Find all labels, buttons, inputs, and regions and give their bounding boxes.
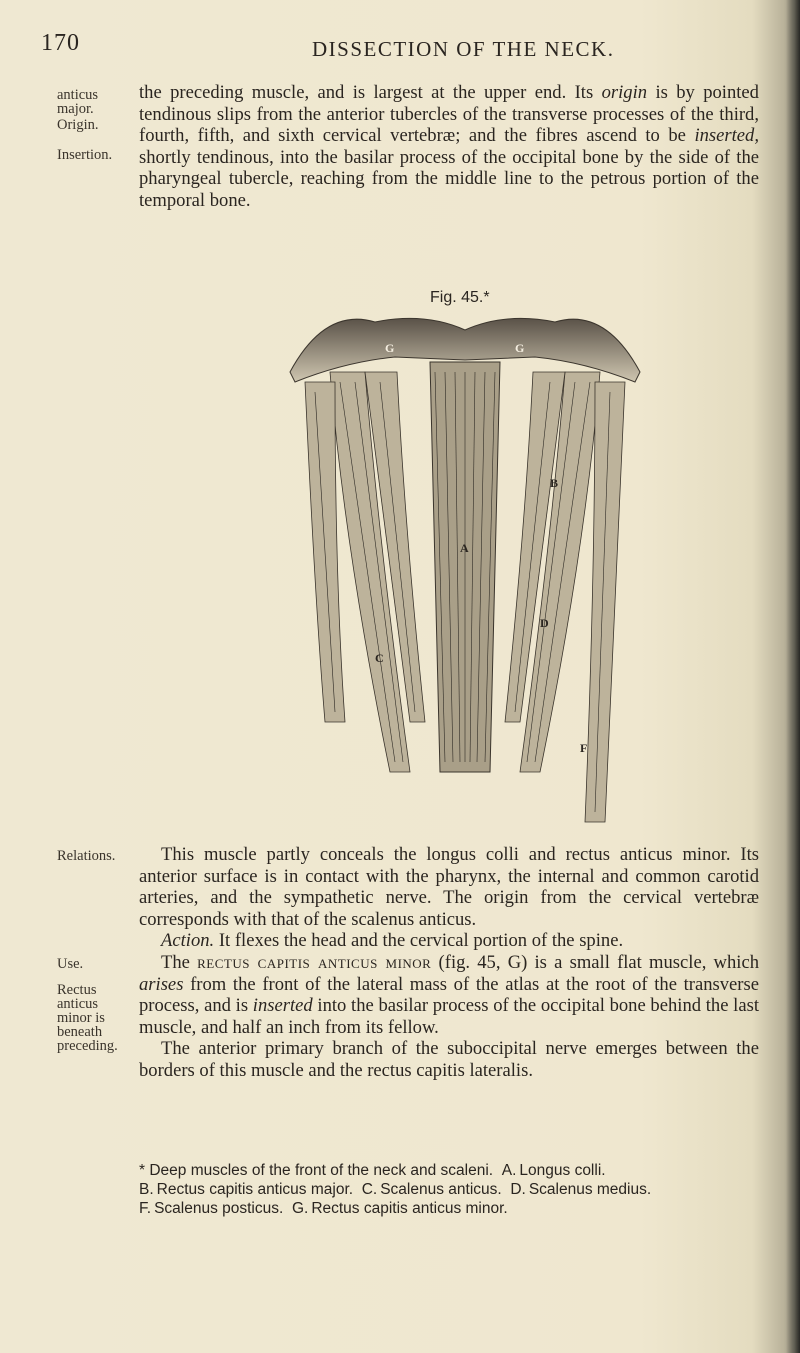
margin-note-origin: Origin.	[57, 117, 99, 133]
label-f: F	[580, 741, 588, 755]
paragraph-nerve: The anterior primary branch of the suboccipital nerve emerges between the borders of this muscle and the rectus capitis lateralis.	[139, 1038, 759, 1081]
main-text	[139, 844, 759, 1082]
figure-caption: Fig. 45.*	[430, 289, 490, 306]
p1-inserted-word: inserted,	[694, 125, 759, 147]
footnote-text: Rectus capitis anticus major.	[156, 1181, 354, 1198]
label-g: G	[385, 341, 395, 355]
p4-text-3: from the front of the lateral mass of the atlas at the root of the transverse process, and is	[139, 973, 759, 1017]
footnote-label: C.	[361, 1181, 378, 1198]
footnote-text: Scalenus posticus.	[154, 1200, 284, 1217]
footnote-label: G.	[291, 1200, 309, 1217]
left-muscle-group	[305, 372, 425, 772]
label-d: D	[540, 616, 549, 630]
footnote-text: Scalenus medius.	[528, 1181, 652, 1198]
p1-text-3: shortly tendinous, into the basilar process of the occipital bone by the side of the pharyngeal tubercle, reaching from the middle line to the petrous portion of the temporal bone.	[139, 146, 759, 211]
footnote-label: F.	[139, 1200, 152, 1217]
footnote-text: Rectus capitis anticus minor.	[311, 1200, 508, 1217]
page-edge-shadow	[786, 0, 800, 1353]
page-number: 170	[41, 30, 80, 56]
footnote-item	[139, 1181, 353, 1198]
footnote-text: Longus colli.	[519, 1162, 606, 1179]
muscle-name: rectus capitis anticus minor	[197, 951, 432, 973]
p4-text-1: The	[161, 951, 198, 973]
figure-footnote	[139, 1161, 764, 1218]
footnote-label: D.	[510, 1181, 526, 1198]
label-c: C	[375, 651, 384, 665]
margin-note-use: Use.	[57, 956, 84, 972]
p4-text-4: into the basilar process of the occipital bone behind the last muscle, and half an inch from its fellow.	[139, 995, 759, 1038]
p1-text-2: is by pointed tendinous slips from the anterior tubercles of the transverse processes of the third, fourth, fifth, and sixth cervical vertebræ; and the fibres ascend to be	[139, 82, 759, 147]
label-g-right: G	[515, 341, 525, 355]
footnote-item	[497, 1162, 605, 1179]
footnote-label: B.	[139, 1181, 154, 1198]
p4-arises-word: arises	[139, 973, 184, 995]
paragraph-continuation	[139, 82, 759, 212]
p1-text-1: the preceding muscle, and is largest at the upper end. Its	[139, 82, 602, 103]
footnote-text: Scalenus anticus.	[380, 1181, 502, 1198]
action-text: It flexes the head and the cervical portion of the spine.	[214, 930, 624, 952]
p1-origin-word: origin	[601, 82, 648, 103]
running-head: DISSECTION OF THE NECK.	[312, 37, 615, 61]
p4-inserted-word: inserted	[252, 995, 313, 1017]
margin-note-rectus-minor: Rectus anticus minor is beneath preceding.	[57, 982, 118, 1054]
label-b: B	[550, 476, 559, 490]
paragraph-action	[139, 930, 759, 952]
margin-note-relations: Relations.	[57, 848, 116, 864]
footnote-item	[139, 1200, 283, 1217]
neck-muscles-illustration	[285, 302, 645, 842]
footnote-intro: * Deep muscles of the front of the neck and scaleni.	[139, 1162, 494, 1179]
footnote-item	[288, 1200, 508, 1217]
paragraph-relations: This muscle partly conceals the longus colli and rectus anticus minor. Its anterior surface is in contact with the pharynx, the internal and common carotid arteries, and the sympathetic nerve. The origin from the cervical vertebræ corresponds with that of the scalenus anticus.	[139, 844, 759, 930]
action-word: Action.	[161, 930, 215, 952]
footnote-item	[506, 1181, 651, 1198]
footnote-label: A.	[501, 1162, 517, 1179]
right-muscle-group	[505, 372, 625, 822]
paragraph-rectus-minor	[139, 952, 759, 1038]
label-a: A	[460, 541, 469, 555]
p4-text-2: (fig. 45, G) is a small flat muscle, which	[431, 951, 759, 973]
margin-note-anticus-major: anticus major.	[57, 87, 99, 117]
footnote-item	[357, 1181, 501, 1198]
margin-note-insertion: Insertion.	[57, 147, 113, 163]
